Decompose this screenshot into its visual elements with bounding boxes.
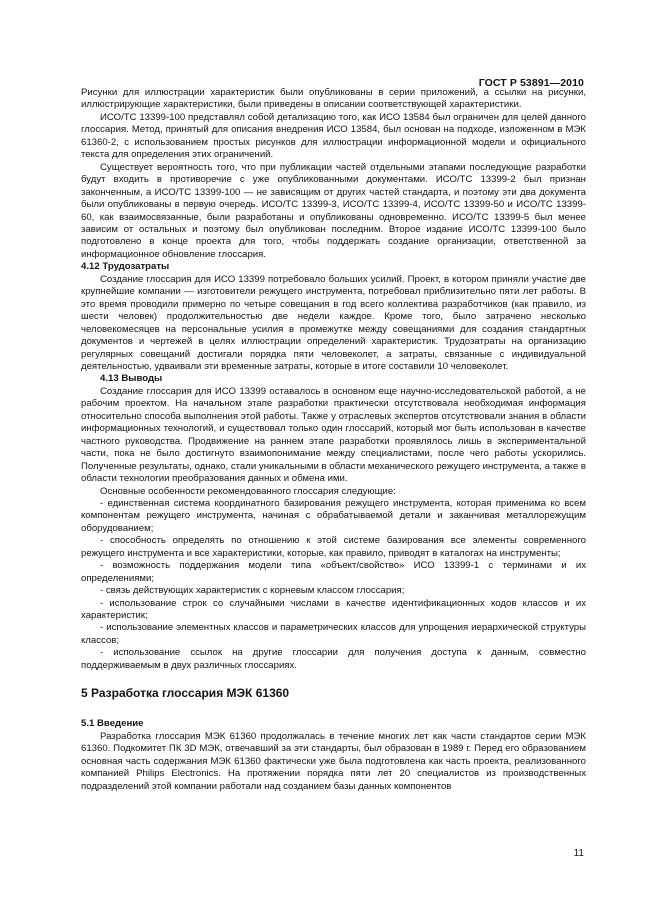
paragraph: ИСО/ТС 13399-100 представлял собой детализацию того, как ИСО 13584 был ограничен для целей данного глоссария. Метод, принятый для описания внедрения ИСО 13584, был основан на подходе, изложенном в МЭК 61360-2, с использованием простых рисунков для иллюстрации информационной модели и официального текста для определения этих ограничений. <box>81 111 586 161</box>
paragraph: Рисунки для иллюстрации характеристик были опубликованы в серии приложений, а ссылки на рисунки, иллюстрирующие характеристики, были приведены в описании соответствующей характеристики. <box>81 87 586 111</box>
page-number: 11 <box>573 848 584 859</box>
list-item: - единственная система координатного базирования режущего инструмента, которая применима ко всем компонентам режущего инструмента, начиная с обрабатываемой детали и заканчивая металлорежущим оборудованием; <box>81 497 586 534</box>
section-heading-4-13: 4.13 Выводы <box>100 373 163 385</box>
list-item: - связь действующих характеристик с корневым классом глоссария; <box>100 585 405 597</box>
page-content <box>81 87 586 793</box>
list-item: - использование ссылок на другие глоссарии для получения доступа к данным, совместно поддерживаемым в двух различных глоссариях. <box>81 647 586 671</box>
paragraph: Основные особенности рекомендованного глоссария следующие: <box>100 485 396 497</box>
document-header-standard: ГОСТ Р 53891—2010 <box>478 77 584 89</box>
section-heading-5: 5 Разработка глоссария МЭК 61360 <box>81 686 290 701</box>
paragraph: Существует вероятность того, что при публикации частей отдельными этапами последующие разработки будут входить в противоречие с уже опубликованными документами. ИСО/ТС 13399-2 был признан законченным, а ИСО/ТС 13399-100 — не зависящим от других частей стандарта, и поэтому эти два документа были опубликованы в первую очередь. ИСО/ТС 13399-3, ИСО/ТС 13399-4, ИСО/ТС 13399-50 и ИСО/ТС 13399-60, как взаимосвязанные, были разработаны и опубликованы одновременно. ИСО/ТС 13399-5 был менее зависим от остальных и поэтому был опубликован последним. Второе издание ИСО/ТС 13399-100 было подготовлено в конце проекта для того, чтобы поддержать создание организации, ответственной за информационное обновление глоссария. <box>81 161 586 260</box>
section-heading-4-12: 4.12 Трудозатраты <box>81 261 170 273</box>
list-item: - использование строк со случайными числами в качестве идентификационных кодов классов и их характеристик; <box>81 597 586 622</box>
paragraph: Разработка глоссария МЭК 61360 продолжалась в течение многих лет как части стандартов серии МЭК 61360. Подкомитет ПК 3D МЭК, отвечавший за эти стандарты, был образован в 1989 г. Перед его образованием основная часть содержания МЭК 61360 фактически уже была подготовлена как часть проекта, реализованного компанией Philips Electronics. На протяжении порядка пяти лет 20 специалистов из производственных подразделений этой компании работали над созданием базы данных компонентов <box>81 730 586 792</box>
list-item: - способность определять по отношению к этой системе базирования все элементы современного режущего инструмента и все характеристики, которые, как правило, приводят в каталогах на инструменты; <box>81 535 586 559</box>
subsection-heading-5-1: 5.1 Введение <box>81 718 144 730</box>
paragraph: Создание глоссария для ИСО 13399 потребовало больших усилий. Проект, в котором приняли участие две крупнейшие компании — изготовители режущего инструмента, потребовал приблизительно пяти лет работы. В это время проводили примерно по четыре совещания в год всего коллектива разработчиков (как правило, из шести человек) продолжительностью две недели каждое. Кроме того, было затрачено несколько человекомесяцев на персональные усилия в промежутке между совещаниями для создания стандартных документов и чертежей в целях иллюстрации определений характеристик. Трудозатраты на организацию регулярных совещаний достигали порядка пяти человеколет, а затраты, связанные с индивидуальной деятельностью, удваивали эти временные затраты, которые в итоге составили 10 человеколет. <box>81 273 586 372</box>
list-item: - возможность поддержания модели типа «объект/свойство» ИСО 13399-1 с терминами и их определениями; <box>81 560 586 584</box>
list-item: - использование элементных классов и параметрических классов для упрощения иерархической структуры классов; <box>81 622 586 646</box>
paragraph: Создание глоссария для ИСО 13399 оставалось в основном еще научно-исследовательской работой, а не рабочим проектом. На начальном этапе разработки практически отсутствовала необходимая информация относительно способа выполнения этой работы. Также у отраслевых экспертов отсутствовали знания в области информационных технологий, и существовал только один глоссарий, который мог быть использован в качестве частного руководства. Продвижение на раннем этапе разработки проявлялось лишь в экспериментальной части, пока не было достигнуто взаимопонимание между специалистами, после чего работы ускорились. Полученные результаты, однако, стали уникальными в области механического режущего инструмента, а также в области технологии преобразования данных и обмена ими. <box>81 385 586 485</box>
